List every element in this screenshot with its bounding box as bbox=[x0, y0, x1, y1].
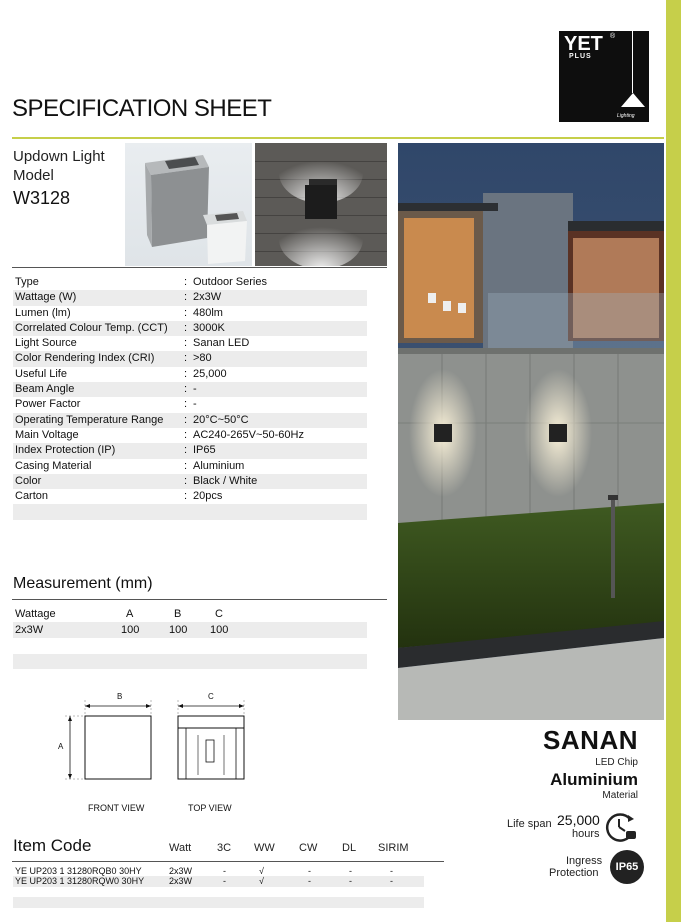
product-type: Updown Light bbox=[13, 148, 105, 165]
spec-value: Black / White bbox=[193, 474, 258, 487]
dimension-label-a: A bbox=[58, 742, 64, 751]
led-brand-caption: LED Chip bbox=[595, 757, 638, 768]
spec-row bbox=[13, 367, 367, 382]
item-code-cell: √ bbox=[259, 866, 264, 876]
spec-row bbox=[13, 459, 367, 474]
spec-table bbox=[13, 275, 367, 520]
spec-key: Casing Material bbox=[15, 459, 92, 472]
item-code-header-cell: SIRIM bbox=[378, 842, 409, 854]
spec-separator: : bbox=[184, 291, 188, 304]
spec-row bbox=[13, 413, 367, 428]
spec-value: 2x3W bbox=[193, 291, 222, 304]
item-code-header-cell: Watt bbox=[169, 842, 192, 854]
spec-separator: : bbox=[184, 474, 188, 487]
spec-separator: : bbox=[184, 276, 188, 288]
spec-row bbox=[13, 382, 367, 397]
ip-rating-badge: IP65 bbox=[610, 850, 644, 884]
spec-row bbox=[13, 306, 367, 321]
ingress-label: Ingress bbox=[566, 855, 603, 867]
spec-separator: : bbox=[184, 490, 188, 503]
item-code-header-cell: DL bbox=[342, 842, 357, 854]
item-code-cell: - bbox=[390, 876, 393, 886]
measurement-header-cell: Wattage bbox=[15, 608, 56, 620]
logo-lamp-icon bbox=[621, 93, 645, 107]
item-code-cell: 2x3W bbox=[169, 866, 193, 876]
dimension-label-b: B bbox=[117, 692, 123, 701]
spec-key: Useful Life bbox=[15, 367, 67, 380]
spec-row bbox=[13, 504, 367, 519]
spec-divider bbox=[12, 267, 387, 268]
spec-key: Wattage (W) bbox=[15, 291, 77, 304]
spec-value: Outdoor Series bbox=[193, 276, 267, 288]
item-code-empty-row bbox=[13, 897, 424, 908]
item-code-cell: - bbox=[223, 876, 226, 886]
spec-value: >80 bbox=[193, 352, 212, 365]
brand-logo bbox=[559, 31, 649, 122]
item-code-divider bbox=[12, 861, 444, 862]
spec-row bbox=[13, 351, 367, 366]
measurement-cell: 100 bbox=[169, 624, 188, 636]
spec-separator: : bbox=[184, 398, 188, 411]
spec-separator: : bbox=[184, 383, 188, 396]
measurement-title: Measurement (mm) bbox=[13, 575, 153, 592]
spec-separator: : bbox=[184, 367, 188, 380]
front-view-label: FRONT VIEW bbox=[88, 803, 145, 813]
measurement-header-cell: B bbox=[174, 608, 182, 620]
product-image-wall bbox=[255, 143, 387, 266]
spec-value: AC240-265V~50-60Hz bbox=[193, 428, 304, 441]
logo-tagline: Lighting bbox=[617, 113, 635, 119]
spec-row bbox=[13, 489, 367, 504]
spec-value: IP65 bbox=[193, 444, 216, 457]
spec-row bbox=[13, 474, 367, 489]
measurement-cell: 100 bbox=[121, 624, 140, 636]
application-photo bbox=[398, 143, 664, 720]
measurement-header-row bbox=[13, 606, 367, 622]
spec-key: Type bbox=[15, 276, 39, 288]
item-code-cell: - bbox=[349, 876, 352, 886]
item-code-cell: YE UP203 1 31280RQW0 30HY bbox=[15, 876, 145, 886]
spec-row bbox=[13, 275, 367, 290]
spec-value: Aluminium bbox=[193, 459, 245, 472]
spec-separator: : bbox=[184, 444, 188, 457]
spec-separator: : bbox=[184, 337, 188, 350]
material-caption: Material bbox=[602, 790, 638, 801]
spec-row bbox=[13, 443, 367, 458]
item-code-cell: YE UP203 1 31280RQB0 30HY bbox=[15, 866, 142, 876]
spec-key: Color Rendering Index (CRI) bbox=[15, 352, 155, 365]
measurement-cell: 2x3W bbox=[15, 624, 44, 636]
dimension-label-c: C bbox=[208, 692, 214, 701]
item-code-cell: - bbox=[223, 866, 226, 876]
spec-separator: : bbox=[184, 306, 188, 319]
spec-row bbox=[13, 397, 367, 412]
item-code-cell: - bbox=[308, 876, 311, 886]
life-span-unit: hours bbox=[572, 828, 600, 840]
spec-separator: : bbox=[184, 321, 188, 334]
protection-label: Protection bbox=[549, 867, 599, 879]
item-code-header-cell: WW bbox=[254, 842, 275, 854]
measurement-header-cell: C bbox=[215, 608, 223, 620]
spec-key: Color bbox=[15, 474, 42, 487]
spec-key: Correlated Colour Temp. (CCT) bbox=[15, 321, 168, 334]
spec-row bbox=[13, 290, 367, 305]
life-span-label: Life span bbox=[507, 818, 552, 830]
item-code-header-cell: CW bbox=[299, 842, 318, 854]
spec-separator: : bbox=[184, 413, 188, 426]
spec-key: Lumen (lm) bbox=[15, 306, 71, 319]
spec-key: Index Protection (IP) bbox=[15, 444, 116, 457]
top-view-label: TOP VIEW bbox=[188, 803, 232, 813]
spec-key: Beam Angle bbox=[15, 383, 75, 396]
spec-value: 3000K bbox=[193, 321, 225, 334]
spec-row bbox=[13, 321, 367, 336]
item-code-title: Item Code bbox=[13, 836, 92, 855]
item-code-cell: √ bbox=[259, 876, 264, 886]
spec-key: Main Voltage bbox=[15, 428, 79, 441]
spec-row bbox=[13, 336, 367, 351]
spec-value: 20pcs bbox=[193, 490, 223, 503]
measurement-data-row bbox=[13, 622, 367, 638]
accent-side-stripe bbox=[666, 0, 681, 922]
product-model-label: Model bbox=[13, 167, 54, 184]
title-divider bbox=[12, 137, 664, 139]
product-image-cubes bbox=[125, 143, 252, 266]
clock-icon bbox=[604, 809, 636, 843]
item-code-cell: - bbox=[349, 866, 352, 876]
spec-key: Carton bbox=[15, 490, 49, 503]
measurement-header-cell: A bbox=[126, 608, 134, 620]
spec-value: - bbox=[193, 398, 197, 411]
logo-sub-text: PLUS bbox=[569, 53, 592, 60]
measurement-cell: 100 bbox=[210, 624, 229, 636]
item-code-cell: 2x3W bbox=[169, 876, 193, 886]
item-code-row bbox=[13, 876, 424, 887]
spec-value: 480lm bbox=[193, 306, 223, 319]
measurement-divider bbox=[12, 599, 387, 600]
page-title: SPECIFICATION SHEET bbox=[12, 95, 272, 122]
material-name: Aluminium bbox=[550, 770, 638, 789]
spec-value: - bbox=[193, 383, 197, 396]
measurement-empty-row bbox=[13, 654, 367, 669]
logo-brand-text: YET bbox=[564, 33, 603, 55]
spec-key: Light Source bbox=[15, 337, 77, 350]
item-code-cell: - bbox=[308, 866, 311, 876]
item-code-header-cell: 3C bbox=[217, 842, 232, 854]
logo-lamp-cord bbox=[632, 31, 633, 93]
life-span-value: 25,000 bbox=[557, 812, 600, 828]
spec-value: 25,000 bbox=[193, 367, 227, 380]
spec-key: Power Factor bbox=[15, 398, 81, 411]
spec-value: Sanan LED bbox=[193, 337, 250, 350]
spec-value: 20°C~50°C bbox=[193, 413, 249, 426]
product-model: W3128 bbox=[13, 188, 71, 208]
logo-registered-mark: ® bbox=[610, 33, 616, 40]
dimension-drawing bbox=[55, 690, 255, 790]
spec-separator: : bbox=[184, 352, 188, 365]
spec-row bbox=[13, 428, 367, 443]
spec-key: Operating Temperature Range bbox=[15, 413, 164, 426]
spec-separator: : bbox=[184, 459, 188, 472]
item-code-cell: - bbox=[390, 866, 393, 876]
spec-separator: : bbox=[184, 428, 188, 441]
led-brand-name: SANAN bbox=[543, 725, 638, 755]
